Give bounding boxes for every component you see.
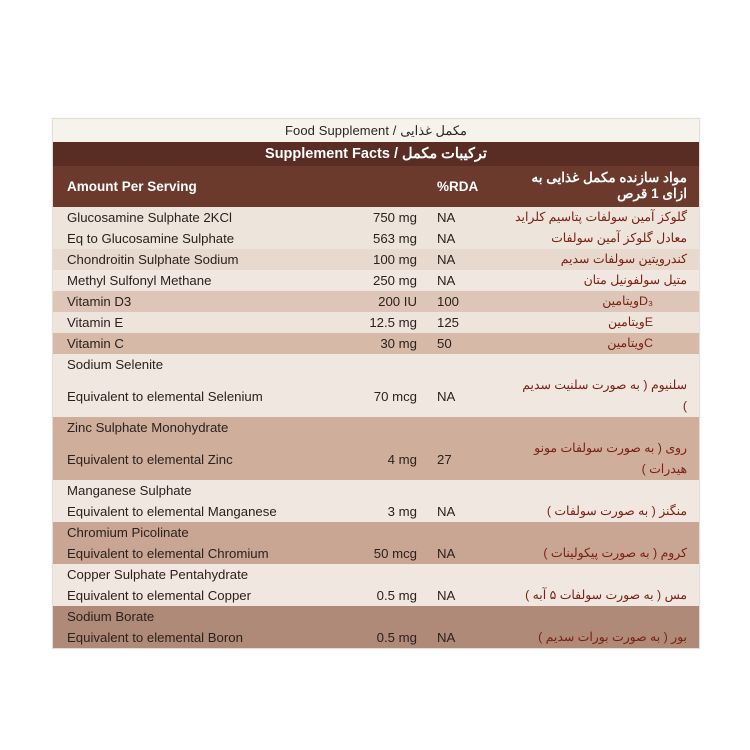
row-amount: 12.5 mg — [369, 315, 417, 330]
row-rda: NA — [437, 546, 456, 561]
row-vitamin-symbol: D₃ — [639, 294, 653, 308]
row-amount: 0.5 mg — [376, 630, 417, 645]
table-row — [53, 333, 699, 354]
row-rda: NA — [437, 273, 456, 288]
row-ingredient-name: Vitamin C — [67, 336, 124, 351]
row-ingredient-name-fa: منگنز ( به صورت سولفات ) — [546, 504, 687, 518]
row-ingredient-name-fa: متیل سولفونیل متان — [583, 273, 687, 287]
row-ingredient-name: Equivalent to elemental Zinc — [67, 451, 233, 467]
row-ingredient-name: Copper Sulphate Pentahydrate — [67, 567, 249, 582]
row-amount: 50 mcg — [373, 546, 417, 561]
row-ingredient-name-fa — [515, 312, 699, 333]
row-ingredient-name-fa: مس ( به صورت سولفات ۵ آبه ) — [525, 588, 687, 602]
row-amount: 200 IU — [378, 294, 417, 309]
row-amount: 100 mg — [373, 252, 417, 267]
row-ingredient-name: Chondroitin Sulphate Sodium — [67, 252, 239, 267]
row-rda: NA — [437, 210, 456, 225]
row-amount: 563 mg — [373, 231, 417, 246]
row-ingredient-name: Eq to Glucosamine Sulphate — [67, 231, 235, 246]
row-vitamin-symbol: C — [644, 336, 653, 350]
row-ingredient-name: Sodium Selenite — [67, 357, 164, 372]
table-row — [53, 354, 699, 375]
row-rda: NA — [437, 504, 456, 519]
row-ingredient-name: Equivalent to elemental Copper — [67, 588, 252, 603]
row-ingredient-name: Chromium Picolinate — [67, 525, 189, 540]
row-ingredient-name: Manganese Sulphate — [67, 483, 192, 498]
row-ingredient-name: Zinc Sulphate Monohydrate — [67, 420, 229, 435]
column-amount-per-serving: Amount Per Serving — [67, 178, 197, 194]
supplement-facts-title-fa: ترکیبات مکمل — [402, 146, 487, 162]
row-ingredient-name: Methyl Sulfonyl Methane — [67, 273, 212, 288]
table-row — [53, 270, 699, 291]
row-rda: NA — [437, 630, 456, 645]
table-row — [53, 480, 699, 501]
row-rda: 125 — [437, 315, 460, 330]
row-fa-text: ویتامین — [607, 336, 645, 350]
row-amount: 70 mcg — [373, 388, 417, 404]
row-fa-text: ویتامین — [602, 294, 639, 308]
food-supplement-line — [53, 119, 699, 142]
row-amount: 750 mg — [373, 210, 417, 225]
food-supplement-label-fa: مکمل غذایی — [400, 123, 468, 138]
table-row — [53, 501, 699, 522]
row-rda: NA — [437, 588, 456, 603]
row-ingredient-name-fa: کروم ( به صورت پیکولینات ) — [543, 546, 687, 560]
row-ingredient-name: Equivalent to elemental Chromium — [67, 546, 269, 561]
row-rda: NA — [437, 388, 456, 404]
row-ingredient-name: Equivalent to elemental Selenium — [67, 388, 263, 404]
row-ingredient-name-fa — [515, 333, 699, 354]
row-rda: 27 — [437, 451, 452, 467]
food-supplement-label-en: Food Supplement / — [284, 123, 397, 138]
table-row — [53, 375, 699, 417]
row-amount: 3 mg — [387, 504, 417, 519]
row-ingredient-name-fa: روی ( به صورت سولفات مونو هیدرات ) — [534, 441, 687, 476]
row-fa-text: ویتامین — [607, 315, 645, 329]
column-header-fa: مواد سازنده مکمل غذایی به ازای 1 قرص — [531, 170, 687, 201]
row-ingredient-name-fa: کندرویتین سولفات سدیم — [560, 252, 687, 266]
row-amount: 30 mg — [380, 336, 417, 351]
row-ingredient-name: Glucosamine Sulphate 2KCl — [67, 210, 232, 225]
table-row — [53, 291, 699, 312]
row-rda: 100 — [437, 294, 460, 309]
supplement-facts-title — [53, 142, 699, 166]
row-ingredient-name: Sodium Borate — [67, 609, 155, 624]
table-row — [53, 543, 699, 564]
table-row — [53, 312, 699, 333]
table-row — [53, 438, 699, 480]
row-amount: 250 mg — [373, 273, 417, 288]
column-rda: %RDA — [437, 178, 479, 194]
row-ingredient-name: Vitamin E — [67, 315, 124, 330]
supplement-facts-title-en: Supplement Facts / — [265, 146, 398, 162]
row-ingredient-name-fa — [515, 291, 699, 312]
row-ingredient-name: Equivalent to elemental Manganese — [67, 504, 277, 519]
row-amount: 0.5 mg — [376, 588, 417, 603]
row-ingredient-name: Vitamin D3 — [67, 294, 132, 309]
table-row — [53, 522, 699, 543]
table-column-header — [53, 166, 699, 207]
table-row — [53, 627, 699, 648]
row-rda: NA — [437, 252, 456, 267]
table-row — [53, 228, 699, 249]
supplement-facts-rows — [53, 207, 699, 648]
row-ingredient-name-fa: معادل گلوکز آمین سولفات — [551, 231, 687, 245]
row-ingredient-name: Equivalent to elemental Boron — [67, 630, 243, 645]
supplement-facts-card — [52, 118, 700, 649]
table-row — [53, 585, 699, 606]
row-rda: NA — [437, 231, 456, 246]
row-amount: 4 mg — [387, 451, 417, 467]
table-row — [53, 249, 699, 270]
row-ingredient-name-fa: سلنیوم ( به صورت سلنیت سدیم ) — [522, 378, 687, 413]
row-ingredient-name-fa: گلوکز آمین سولفات پتاسیم کلراید — [515, 210, 687, 224]
row-rda: 50 — [437, 336, 452, 351]
table-row — [53, 564, 699, 585]
row-vitamin-symbol: E — [644, 315, 653, 329]
table-row — [53, 207, 699, 228]
row-ingredient-name-fa: بور ( به صورت بورات سدیم ) — [538, 630, 687, 644]
table-row — [53, 417, 699, 438]
table-row — [53, 606, 699, 627]
